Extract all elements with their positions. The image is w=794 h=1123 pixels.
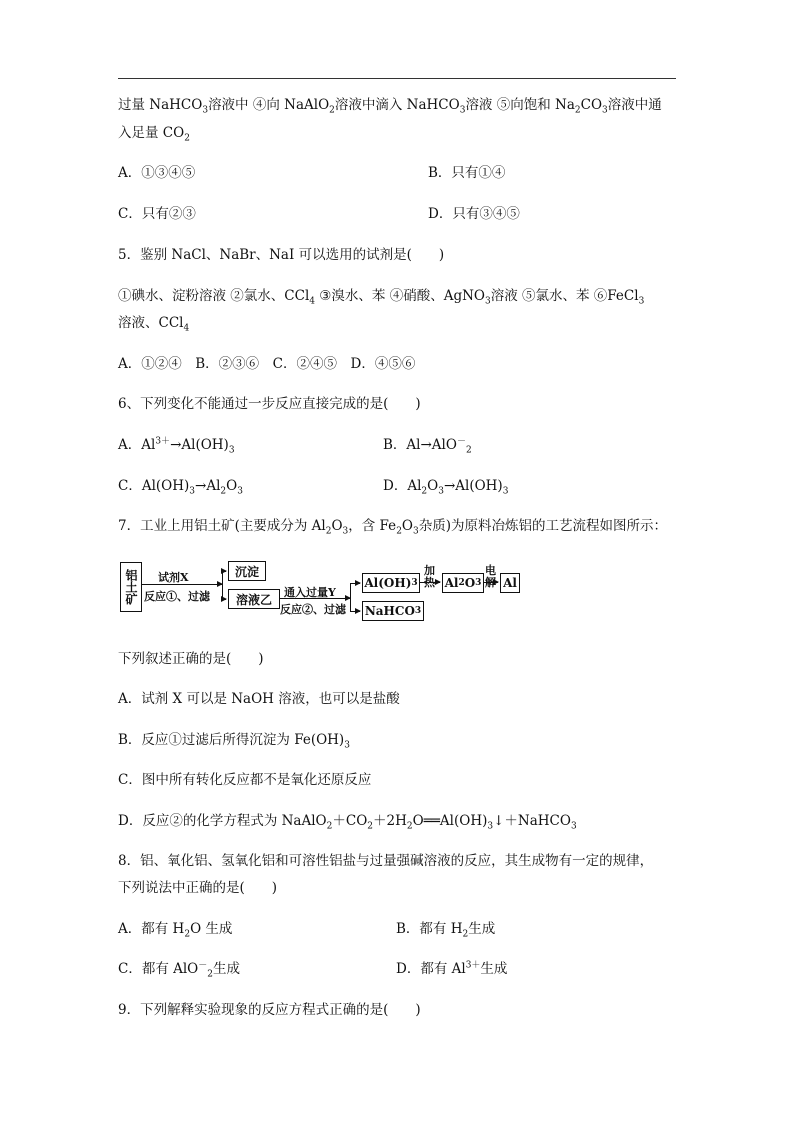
- q5-options: A．①②④ B．②③⑥ C．②④⑤ D．④⑤⑥: [118, 356, 416, 372]
- solution-b-box: 溶液乙: [228, 589, 280, 609]
- arrow-to-aloh3: [350, 583, 360, 584]
- q7-ask: 下列叙述正确的是( ): [118, 651, 264, 667]
- q7-stem: 7．工业上用铝土矿(主要成分为 $Al_2O_3$，含 $Fe_2O_3$杂质)为原料冶炼铝的工艺流程如图所示：: [118, 518, 668, 537]
- q6-option-b: B．Al→AlO－$_2$: [383, 436, 472, 456]
- q4-option-a: A．①③④⑤: [118, 165, 196, 181]
- q6-option-a: A．$Al^{3+}\to Al(OH)_3$: [118, 436, 235, 456]
- split-line-2: [350, 583, 351, 611]
- q4-line1: 过量 NaHCO$_3$溶液中 ④向 NaAlO$_2$溶液中滴入 NaHCO$_3$溶液 ⑤向饱和 $Na_2CO_3$溶液中通: [118, 97, 662, 116]
- q7-option-a: A．试剂 X 可以是 NaOH 溶液，也可以是盐酸: [118, 691, 400, 707]
- q5-reagents-line1: ①碘水、淀粉溶液 ②氯水、CCl$_4$ ③溴水、苯 ④硝酸、AgNO$_3$溶液 ⑤氯水、苯 ⑥FeCl$_3$: [118, 288, 645, 307]
- arrow-to-nahco3: [350, 611, 360, 612]
- precipitate-box: 沉淀: [228, 561, 266, 581]
- reaction2-label: 反应②、过滤: [280, 603, 346, 616]
- arrow-to-precipitate: [222, 571, 226, 572]
- q5-reagents-line2: 溶液、CCl$_4$: [118, 315, 190, 334]
- q4-line2: 入足量 $CO_2$: [118, 125, 190, 144]
- nahco3-box: NaHCO 3: [362, 601, 424, 621]
- q7-option-c: C．图中所有转化反应都不是氧化还原反应: [118, 772, 372, 788]
- q8-option-b: B．都有 $H_2$生成: [396, 921, 496, 940]
- q8-option-a: A．都有 $H_2O$ 生成: [118, 921, 233, 940]
- q6-option-c: C．$Al(OH)_3\to Al_2O_3$: [118, 478, 243, 497]
- reagent-x-label: 试剂X: [158, 571, 189, 584]
- ore-box: 铝土矿: [120, 562, 142, 612]
- reaction1-label: 反应①、过滤: [144, 590, 210, 603]
- al-box: Al: [500, 573, 520, 593]
- q6-option-d: D．$Al_2O_3\to Al(OH)_3$: [383, 478, 509, 497]
- q4-option-b: B．只有①④: [428, 165, 506, 181]
- aloh3-box: Al(OH) 3: [362, 573, 420, 593]
- process-flow-diagram: [118, 557, 528, 625]
- split-line-1: [222, 571, 223, 599]
- q8-stem-line1: 8．铝、氧化铝、氢氧化铝和可溶性铝盐与过量强碱溶液的反应，其生成物有一定的规律，: [118, 853, 654, 869]
- q5-stem: 5．鉴别 NaCl、NaBr、NaI 可以选用的试剂是( ): [118, 247, 445, 263]
- q8-option-c: C．都有 AlO－$_2$生成: [118, 960, 241, 980]
- header-rule: [118, 78, 676, 79]
- q7-option-b: B．反应①过滤后所得沉淀为 $Fe(OH)_3$: [118, 732, 350, 751]
- al2o3-box: Al 2 O 3: [442, 573, 484, 593]
- heat-label: 加热: [424, 564, 435, 589]
- q6-stem: 6、下列变化不能通过一步反应直接完成的是( ): [118, 396, 421, 412]
- q4-option-c: C．只有②③: [118, 206, 196, 222]
- q4-option-d: D．只有③④⑤: [428, 206, 520, 222]
- arrow-to-solution: [222, 599, 226, 600]
- q9-stem: 9．下列解释实验现象的反应方程式正确的是( ): [118, 1002, 421, 1018]
- pass-y-label: 通入过量Y: [284, 586, 336, 599]
- q8-option-d: D．都有 $Al^{3+}$生成: [396, 960, 508, 977]
- electrolysis-label: 电解: [485, 564, 496, 589]
- q8-stem-line2: 下列说法中正确的是( ): [118, 880, 278, 896]
- q7-option-d: D．反应②的化学方程式为 $NaAlO_2+CO_2+2H_2O══Al(OH)_3↓+NaHCO_3$: [118, 813, 577, 832]
